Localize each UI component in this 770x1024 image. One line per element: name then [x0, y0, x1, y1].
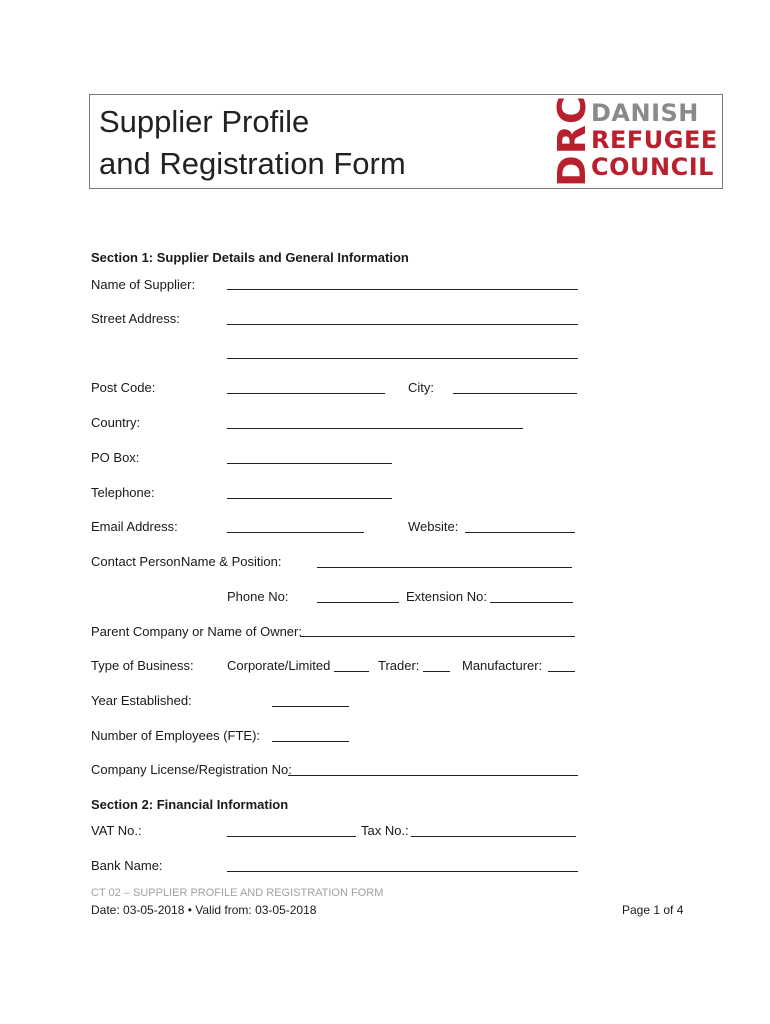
company-license-label: Company License/Registration No: [91, 762, 292, 777]
drc-logo-mark-text: DRC [550, 95, 594, 187]
manufacturer-field[interactable] [548, 671, 575, 672]
extension-no-label: Extension No: [406, 589, 487, 604]
company-license-field[interactable] [288, 775, 578, 776]
number-of-employees-label: Number of Employees (FTE): [91, 728, 261, 743]
city-field[interactable] [453, 393, 577, 394]
footer-page-number: Page 1 of 4 [622, 903, 684, 917]
vat-no-field[interactable] [227, 836, 356, 837]
manufacturer-label: Manufacturer: [462, 658, 543, 673]
section-1-heading: Section 1: Supplier Details and General Information [91, 250, 409, 265]
section-2-heading: Section 2: Financial Information [91, 797, 289, 812]
country-label: Country: [91, 415, 141, 430]
corporate-limited-field[interactable] [334, 671, 369, 672]
tax-no-field[interactable] [411, 836, 576, 837]
page-title [99, 101, 406, 185]
name-position-field[interactable] [317, 567, 572, 568]
logo-word-refugee: REFUGEE [591, 126, 718, 154]
post-code-label: Post Code: [91, 380, 156, 395]
name-of-supplier-label: Name of Supplier: [91, 277, 196, 292]
po-box-field[interactable] [227, 463, 392, 464]
email-address-label: Email Address: [91, 519, 178, 534]
year-established-field[interactable] [272, 706, 349, 707]
parent-company-field[interactable] [300, 636, 575, 637]
type-of-business-label: Type of Business: [91, 658, 194, 673]
phone-no-field[interactable] [317, 602, 399, 603]
contact-person-label: Contact Person: [91, 554, 185, 569]
bank-name-label: Bank Name: [91, 858, 163, 873]
street-address-field-1[interactable] [227, 324, 578, 325]
country-field[interactable] [227, 428, 523, 429]
footer-date-line: Date: 03-05-2018 • Valid from: 03-05-2018 [91, 903, 317, 917]
logo-word-council: COUNCIL [591, 153, 714, 181]
phone-no-label: Phone No: [227, 589, 289, 604]
drc-logo [550, 95, 720, 187]
drc-logo-mark [550, 95, 594, 187]
title-line-2: and Registration Form [99, 146, 406, 181]
name-of-supplier-field[interactable] [227, 289, 578, 290]
vat-no-label: VAT No.: [91, 823, 142, 838]
logo-word-danish: DANISH [591, 99, 699, 127]
trader-field[interactable] [423, 671, 450, 672]
email-address-field[interactable] [227, 532, 364, 533]
website-field[interactable] [465, 532, 575, 533]
number-of-employees-field[interactable] [272, 741, 349, 742]
po-box-label: PO Box: [91, 450, 140, 465]
drc-logo-wordmark [591, 100, 718, 181]
street-address-label: Street Address: [91, 311, 180, 326]
name-position-label: Name & Position: [181, 554, 282, 569]
year-established-label: Year Established: [91, 693, 192, 708]
website-label: Website: [408, 519, 459, 534]
telephone-label: Telephone: [91, 485, 155, 500]
telephone-field[interactable] [227, 498, 392, 499]
extension-no-field[interactable] [490, 602, 573, 603]
street-address-field-2[interactable] [227, 358, 578, 359]
corporate-limited-label: Corporate/Limited [227, 658, 331, 673]
parent-company-label: Parent Company or Name of Owner: [91, 624, 302, 639]
title-line-1: Supplier Profile [99, 104, 310, 139]
header-box [89, 94, 723, 189]
post-code-field[interactable] [227, 393, 385, 394]
tax-no-label: Tax No.: [361, 823, 409, 838]
bank-name-field[interactable] [227, 871, 578, 872]
footer-doc-ref: CT 02 – SUPPLIER PROFILE AND REGISTRATION FORM [91, 887, 384, 899]
city-label: City: [408, 380, 434, 395]
trader-label: Trader: [378, 658, 420, 673]
